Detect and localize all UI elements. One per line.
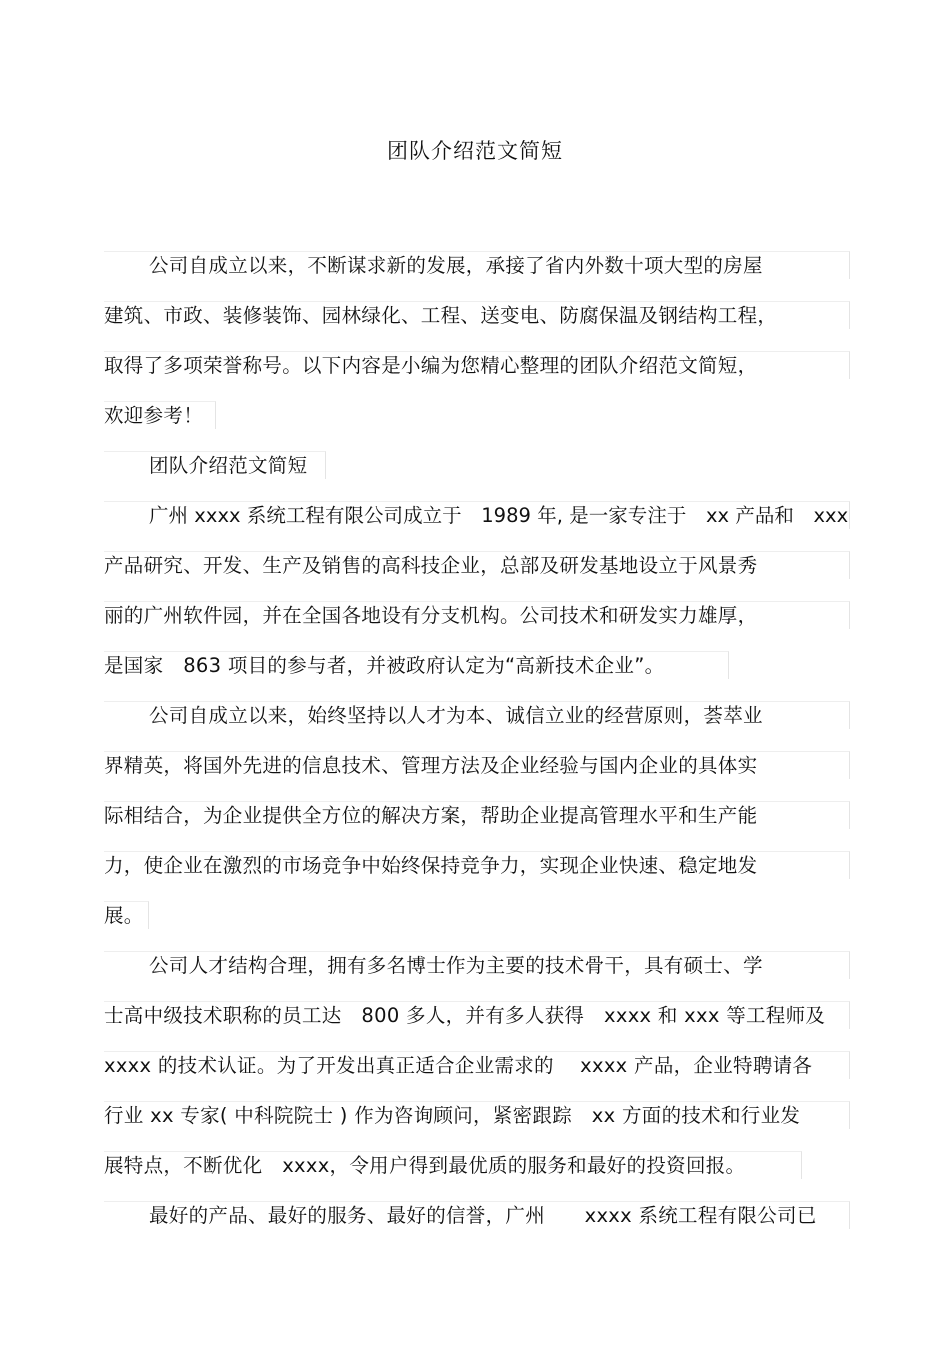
paragraph-line: 丽的广州软件园，并在全国各地设有分支机构。公司技术和研发实力雄厚，	[104, 604, 758, 627]
paragraph-line: 展。	[104, 904, 144, 927]
paragraph-line: 力，使企业在激烈的市场竞争中始终保持竞争力，实现企业快速、稳定地发	[104, 854, 758, 877]
document-title: 团队介绍范文简短	[387, 139, 563, 163]
paragraph-line: 行业 xx 专家( 中科院院士 ) 作为咨询顾问，紧密跟踪 xx 方面的技术和行业发	[104, 1104, 801, 1127]
paragraph-line: 产品研究、开发、生产及销售的高科技企业，总部及研发基地设立于风景秀	[104, 554, 758, 577]
paragraph-line: 际相结合，为企业提供全方位的解决方案，帮助企业提高管理水平和生产能	[104, 804, 758, 827]
paragraph-line: 公司自成立以来，不断谋求新的发展，承接了省内外数十项大型的房屋	[149, 254, 763, 277]
paragraph-line: 士高中级技术职称的员工达 800 多人，并有多人获得 xxxx 和 xxx 等工程师及	[104, 1004, 826, 1027]
paragraph-line: 广州 xxxx 系统工程有限公司成立于 1989 年, 是一家专注于 xx 产品和 xxx	[149, 504, 849, 527]
paragraph-line: 最好的产品、最好的服务、最好的信誉，广州 xxxx 系统工程有限公司已	[149, 1204, 817, 1227]
section-heading: 团队介绍范文简短	[149, 454, 308, 477]
paragraph-line: 是国家 863 项目的参与者，并被政府认定为“高新技术企业”。	[104, 654, 665, 677]
paragraph-line: 取得了多项荣誉称号。以下内容是小编为您精心整理的团队介绍范文简短，	[104, 354, 758, 377]
paragraph-line: 展特点，不断优化 xxxx，令用户得到最优质的服务和最好的投资回报。	[104, 1154, 746, 1177]
paragraph-line: 公司人才结构合理，拥有多名博士作为主要的技术骨干，具有硕士、学	[149, 954, 763, 977]
paragraph-line: 公司自成立以来，始终坚持以人才为本、诚信立业的经营原则，荟萃业	[149, 704, 763, 727]
paragraph-line: xxxx 的技术认证。为了开发出真正适合企业需求的 xxxx 产品，企业特聘请各	[104, 1054, 813, 1077]
paragraph-line: 欢迎参考！	[104, 404, 204, 427]
paragraph-line: 界精英，将国外先进的信息技术、管理方法及企业经验与国内企业的具体实	[104, 754, 758, 777]
paragraph-line: 建筑、市政、装修装饰、园林绿化、工程、送变电、防腐保温及钢结构工程，	[104, 304, 778, 327]
